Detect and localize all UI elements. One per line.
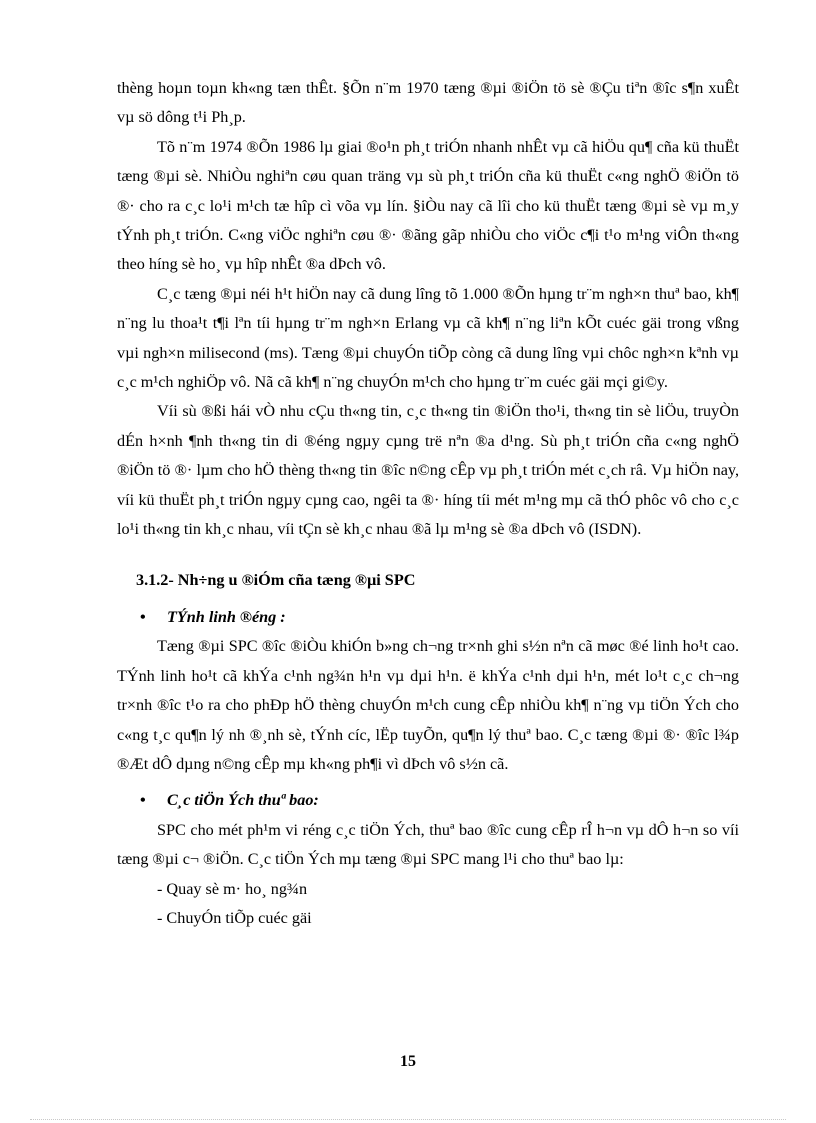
paragraph-2: Tõ n¨m 1974 ®Õn 1986 lµ giai ®o¹n ph¸t triÓn nhanh nhÊt vµ cã hiÖu qu¶ cña kü thuËt tæng ®µi sè. NhiÒu nghiªn cøu quan träng vµ sù ph¸t triÓn cña kü thuËt c«ng nghÖ ®iÖn tö ®· cho ra c¸c lo¹i m¹ch tæ hîp cì võa vµ lín. §iÒu nay cã lîi cho kü thuËt tæng ®µi sè vµ m¸y tÝnh ph¸t triÓn. C«ng viÖc nghiªn cøu ®· ®ãng gãp nhiÒu cho viÖc c¶i t¹o m¹ng viÔn th«ng theo híng sè ho¸ vµ hîp nhÊt ®a dÞch vô. [117,137,739,274]
bullet-icon: • [140,791,146,810]
section-heading: 3.1.2- Nh÷ng u ®iÓm cña tæng ®µi SPC [136,570,416,589]
list-item: - Quay sè m· ho¸ ng¾n [157,879,308,898]
page-number: 15 [400,1053,416,1070]
paragraph-flexibility: Tæng ®µi SPC ®îc ®iÒu khiÓn b»ng ch¬ng tr×nh ghi s½n nªn cã møc ®é linh ho¹t cao. TÝnh linh ho¹t cã khÝa c¹nh ng¾n h¹n vµ dµi h¹n. ë khÝa c¹nh dµi h¹n, mét lo¹t c¸c ch¬ng tr×nh ®îc t¹o ra cho phÐp hÖ thèng chuyÓn m¹ch cung cÊp nhiÒu kh¶ n¨ng vµ tiÖn Ých cho c«ng t¸c qu¶n lý nh ®¸nh sè, tÝnh cíc, lËp tuyÕn, qu¶n lý thuª bao. C¸c tæng ®µi ®· ®îc l¾p ®Æt dÔ dµng n©ng cÊp mµ kh«ng ph¶i vì dÞch vô s½n cã. [117,637,739,773]
bullet-subscriber-features [117,786,739,815]
bullet-title: C¸c tiÖn Ých thuª bao: [167,791,319,810]
page-content [117,74,739,933]
paragraph-1: thèng hoµn toµn kh«ng tæn thÊt. §Õn n¨m 1970 tæng ®µi ®iÖn tö sè ®Çu tiªn ®îc s¶n xuÊt vµ sö dông t¹i Ph¸p. [117,79,739,127]
list-item: - ChuyÓn tiÕp cuéc gäi [157,908,312,927]
paragraph-subscriber-features: SPC cho mét ph¹m vi réng c¸c tiÖn Ých, thuª bao ®îc cung cÊp rÎ h¬n vµ dÔ h¬n so víi tæng ®µi c¬ ®iÖn. C¸c tiÖn Ých mµ tæng ®µi SPC mang l¹i cho thuª bao lµ: [117,820,739,869]
bullet-title: TÝnh linh ®éng : [167,607,286,626]
page-bottom-divider [30,1119,786,1120]
paragraph-4: Víi sù ®ßi hái vÒ nhu cÇu th«ng tin, c¸c th«ng tin ®iÖn tho¹i, th«ng tin sè liÖu, truyÒn dÉn h×nh ¶nh th«ng tin di ®éng ngµy cµng trë nªn ®a d¹ng. Sù ph¸t triÓn cña c«ng nghÖ ®iÖn tö ®· lµm cho hÖ thèng th«ng tin ®îc n©ng cÊp vµ ph¸t triÓn mét c¸ch râ. Vµ hiÖn nay, víi kü thuËt ph¸t triÓn ngµy cµng cao, ngêi ta ®· híng tíi mét m¹ng mµ cã thÓ phôc vô cho c¸c lo¹i th«ng tin kh¸c nhau, víi tÇn sè kh¸c nhau ®ã lµ m¹ng sè ®a dÞch vô (ISDN). [117,402,739,539]
bullet-flexibility [117,603,739,632]
paragraph-3: C¸c tæng ®µi néi h¹t hiÖn nay cã dung lîng tõ 1.000 ®Õn hµng tr¨m ngh×n thuª bao, kh¶ n¨ng lu thoa¹t t¶i lªn tíi hµng tr¨m ngh×n Erlang vµ cã kh¶ n¨ng liªn kÕt cuéc gäi trong vßng vµi ngh×n milisecond (ms). Tæng ®µi chuyÓn tiÕp còng cã dung lîng vµi chôc ngh×n kªnh vµ c¸c m¹ch nghiÖp vô. Nã cã kh¶ n¨ng chuyÓn m¹ch cho hµng tr¨m cuéc gäi mçi gi©y. [117,284,739,392]
bullet-icon: • [140,607,146,626]
